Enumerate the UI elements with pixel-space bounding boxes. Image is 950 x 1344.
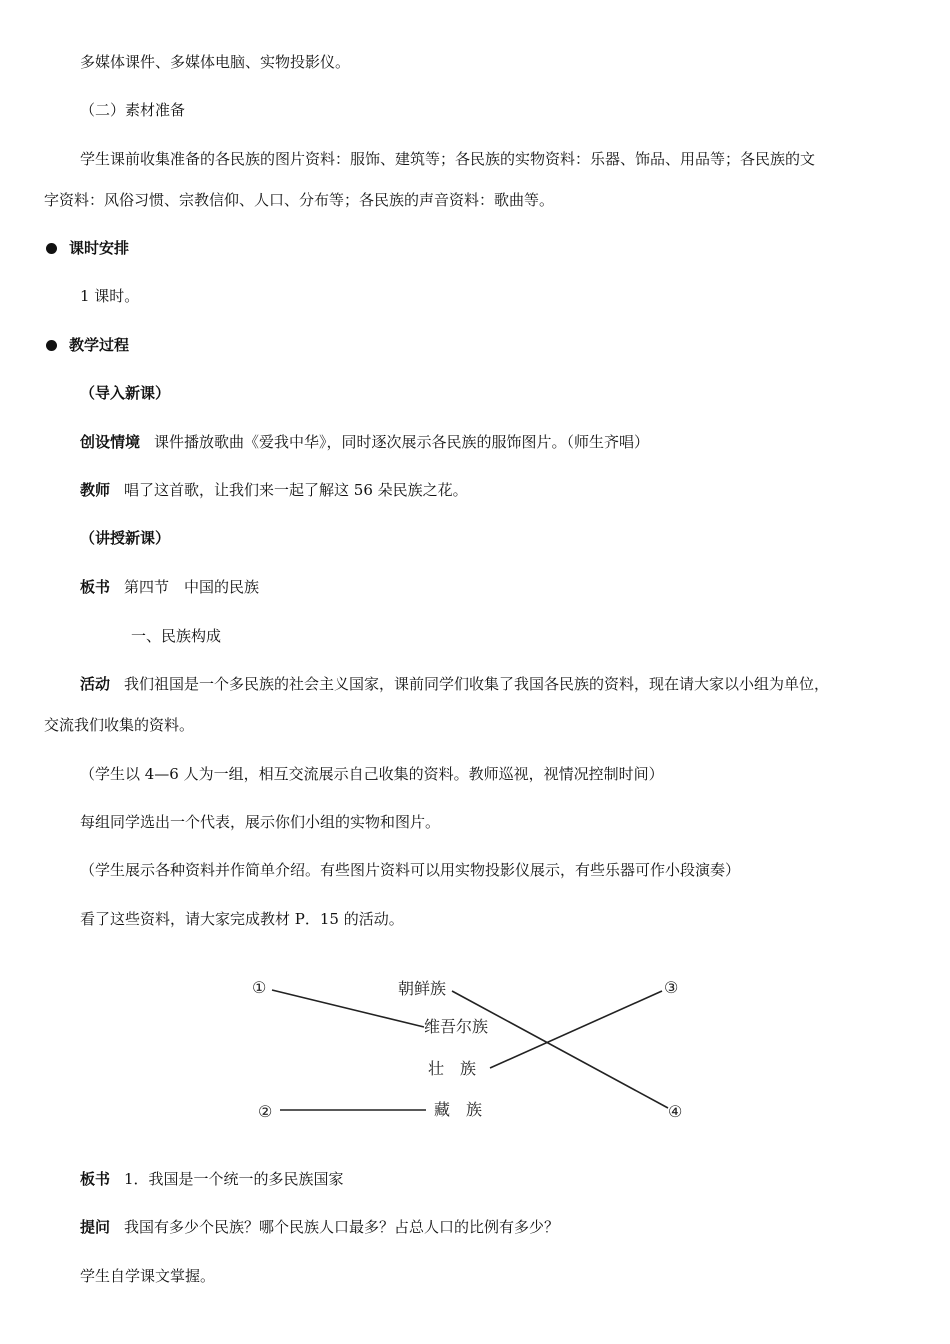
- materials-heading: （二）素材准备: [80, 101, 186, 119]
- activity-paragraph: [80, 674, 829, 694]
- new-lesson-heading: （讲授新课）: [80, 529, 171, 547]
- activity-label: 活动: [80, 675, 111, 693]
- instruction-2: 看了这些资料，请大家完成教材 P．15 的活动。: [80, 910, 404, 928]
- marker-4: ④: [668, 1102, 683, 1121]
- marker-2: ②: [258, 1102, 273, 1121]
- scene-label: 创设情境: [80, 433, 141, 451]
- activity-line-1: 我们祖国是一个多民族的社会主义国家，课前同学们收集了我国各民族的资料，现在请大家以小组为单位，: [124, 675, 830, 693]
- equipment-text: 多媒体课件、多媒体电脑、实物投影仪。: [80, 53, 351, 71]
- schedule-heading: 课时安排: [46, 238, 129, 258]
- board-paragraph: [80, 577, 259, 597]
- scene-paragraph: [80, 432, 649, 452]
- section-title: 一、民族构成: [131, 627, 222, 645]
- process-heading: 教学过程: [46, 335, 129, 355]
- question-text: 我国有多少个民族？哪个民族人口最多？占总人口的比例有多少？: [124, 1218, 560, 1236]
- question-label: 提问: [80, 1218, 111, 1236]
- marker-1: ①: [252, 978, 267, 997]
- matching-diagram: [240, 965, 710, 1135]
- ethnic-label-korean: 朝鲜族: [398, 979, 447, 998]
- teacher-label: 教师: [80, 481, 111, 499]
- marker-3: ③: [664, 978, 679, 997]
- ethnic-label-tibetan: 藏 族: [434, 1100, 483, 1119]
- match-line-3: [490, 991, 662, 1068]
- schedule-text: 1 课时。: [80, 287, 140, 305]
- board2-label: 板书: [80, 1170, 111, 1188]
- bullet-icon: [46, 340, 57, 351]
- match-line-2: [452, 991, 668, 1108]
- note-2: （学生展示各种资料并作简单介绍。有些图片资料可以用实物投影仪展示，有些乐器可作小段演奏）: [80, 861, 741, 879]
- materials-line-1: 学生课前收集准备的各民族的图片资料：服饰、建筑等；各民族的实物资料：乐器、饰品、用品等；各民族的文: [80, 150, 816, 168]
- activity-line-2: 交流我们收集的资料。: [44, 716, 195, 734]
- board-label: 板书: [80, 578, 111, 596]
- board2-text: 1．我国是一个统一的多民族国家: [124, 1170, 344, 1188]
- ethnic-label-zhuang: 壮 族: [428, 1059, 477, 1078]
- board2-paragraph: [80, 1169, 344, 1189]
- teacher-paragraph: [80, 480, 468, 500]
- bullet-icon: [46, 243, 57, 254]
- materials-line-2: 字资料：风俗习惯、宗教信仰、人口、分布等；各民族的声音资料：歌曲等。: [44, 191, 555, 209]
- intro-heading: （导入新课）: [80, 384, 171, 402]
- teacher-text: 唱了这首歌，让我们来一起了解这 56 朵民族之花。: [124, 481, 468, 499]
- self-study-text: 学生自学课文掌握。: [80, 1267, 216, 1285]
- ethnic-label-uyghur: 维吾尔族: [424, 1017, 489, 1036]
- note-1: （学生以 4—6 人为一组，相互交流展示自己收集的资料。教师巡视，视情况控制时间）: [80, 765, 664, 783]
- scene-text: 课件播放歌曲《爱我中华》，同时逐次展示各民族的服饰图片。（师生齐唱）: [154, 433, 650, 451]
- instruction-1: 每组同学选出一个代表，展示你们小组的实物和图片。: [80, 813, 441, 831]
- board-text: 第四节 中国的民族: [124, 578, 260, 596]
- question-paragraph: [80, 1217, 559, 1237]
